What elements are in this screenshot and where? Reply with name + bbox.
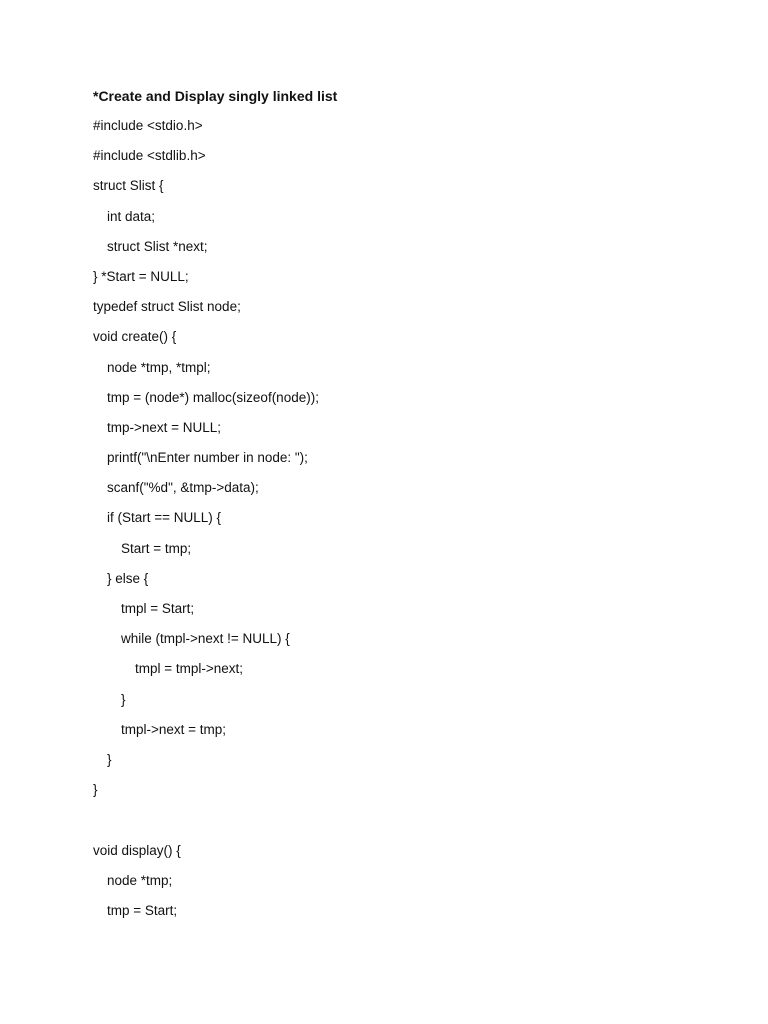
- code-line: Start = tmp;: [121, 540, 192, 556]
- code-line: }: [107, 751, 112, 767]
- code-block: [93, 116, 319, 931]
- code-line: tmp = (node*) malloc(sizeof(node));: [107, 389, 319, 405]
- code-line: tmp = Start;: [107, 902, 178, 918]
- code-line: } else {: [107, 570, 149, 586]
- code-line: scanf("%d", &tmp->data);: [107, 480, 259, 496]
- code-line: int data;: [107, 208, 156, 224]
- code-line: printf("\nEnter number in node: ");: [107, 450, 308, 466]
- code-line: } *Start = NULL;: [93, 268, 189, 284]
- code-line: typedef struct Slist node;: [93, 299, 241, 315]
- code-line: }: [93, 782, 98, 798]
- code-line: }: [121, 691, 126, 707]
- document-title: *Create and Display singly linked list: [93, 88, 338, 104]
- code-line: tmp->next = NULL;: [107, 419, 222, 435]
- blank-line: [93, 810, 319, 840]
- code-line: struct Slist {: [93, 178, 164, 194]
- code-line: node *tmp;: [107, 872, 173, 888]
- code-line: #include <stdio.h>: [93, 118, 203, 133]
- code-line: node *tmp, *tmpl;: [107, 359, 211, 375]
- code-line: if (Start == NULL) {: [107, 510, 222, 526]
- code-line: while (tmpl->next != NULL) {: [121, 631, 290, 647]
- code-line: tmpl->next = tmp;: [121, 721, 227, 737]
- code-line: struct Slist *next;: [107, 238, 208, 254]
- code-line: void display() {: [93, 842, 181, 858]
- code-line: #include <stdlib.h>: [93, 148, 206, 164]
- code-line: tmpl = Start;: [121, 601, 195, 616]
- code-line: void create() {: [93, 329, 177, 345]
- code-line: tmpl = tmpl->next;: [135, 661, 244, 677]
